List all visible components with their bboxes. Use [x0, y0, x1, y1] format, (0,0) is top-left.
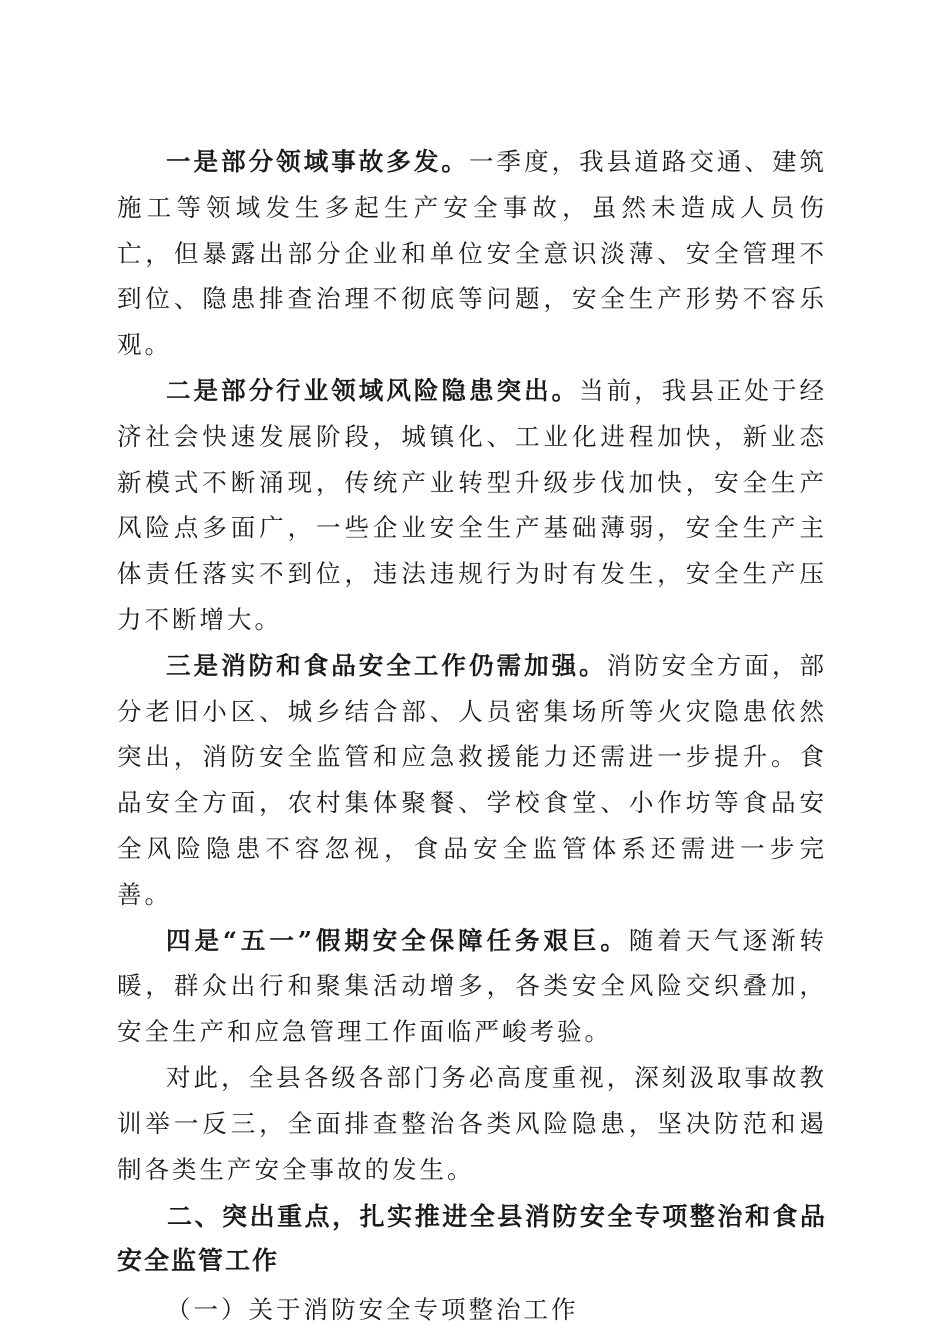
paragraph-1	[117, 139, 827, 368]
paragraph-4-text: 随着天气逐渐转暖，群众出行和聚集活动增多，各类安全风险交织叠加，安全生产和应急管理工作面临严峻考验。	[117, 925, 828, 1047]
paragraph-1-lead: 一是部分领域事故多发。	[166, 147, 469, 176]
paragraph-2-text: 当前，我县正处于经济社会快速发展阶段，城镇化、工业化进程加快，新业态新模式不断涌现，传统产业转型升级步伐加快，安全生产风险点多面广，一些企业安全生产基础薄弱，安全生产主体责任落实不到位，违法违规行为时有发生，安全生产压力不断增大。	[117, 375, 828, 634]
paragraph-3	[117, 643, 827, 918]
section-heading: 二、突出重点，扎实推进全县消防安全专项整治和食品安全监管工作	[117, 1202, 827, 1276]
paragraph-4-lead: 四是“五一”假期安全保障任务艰巨。	[166, 925, 629, 955]
paragraph-3-text: 消防安全方面，部分老旧小区、城乡结合部、人员密集场所等火灾隐患依然突出，消防安全监管和应急救援能力还需进一步提升。食品安全方面，农村集体聚餐、学校食堂、小作坊等食品安全风险隐患不容忽视，食品安全监管体系还需进一步完善。	[117, 650, 828, 909]
paragraph-2	[117, 368, 827, 643]
document-body	[117, 139, 827, 1333]
subsection-heading: （一）关于消防安全专项整治工作	[166, 1295, 579, 1325]
paragraph-4	[117, 918, 827, 1055]
paragraph-2-lead: 二是部分行业领域风险隐患突出。	[166, 375, 580, 405]
paragraph-5	[117, 1055, 827, 1192]
paragraph-5-text: 对此，全县各级各部门务必高度重视，深刻汲取事故教训举一反三，全面排查整治各类风险隐患，坚决防范和遏制各类生产安全事故的发生。	[117, 1062, 827, 1184]
paragraph-1-text: 一季度，我县道路交通、建筑施工等领域发生多起生产安全事故，虽然未造成人员伤亡，但暴露出部分企业和单位安全意识淡薄、安全管理不到位、隐患排查治理不彻底等问题，安全生产形势不容乐观。	[117, 147, 828, 360]
paragraph-3-lead: 三是消防和食品安全工作仍需加强。	[166, 650, 607, 680]
